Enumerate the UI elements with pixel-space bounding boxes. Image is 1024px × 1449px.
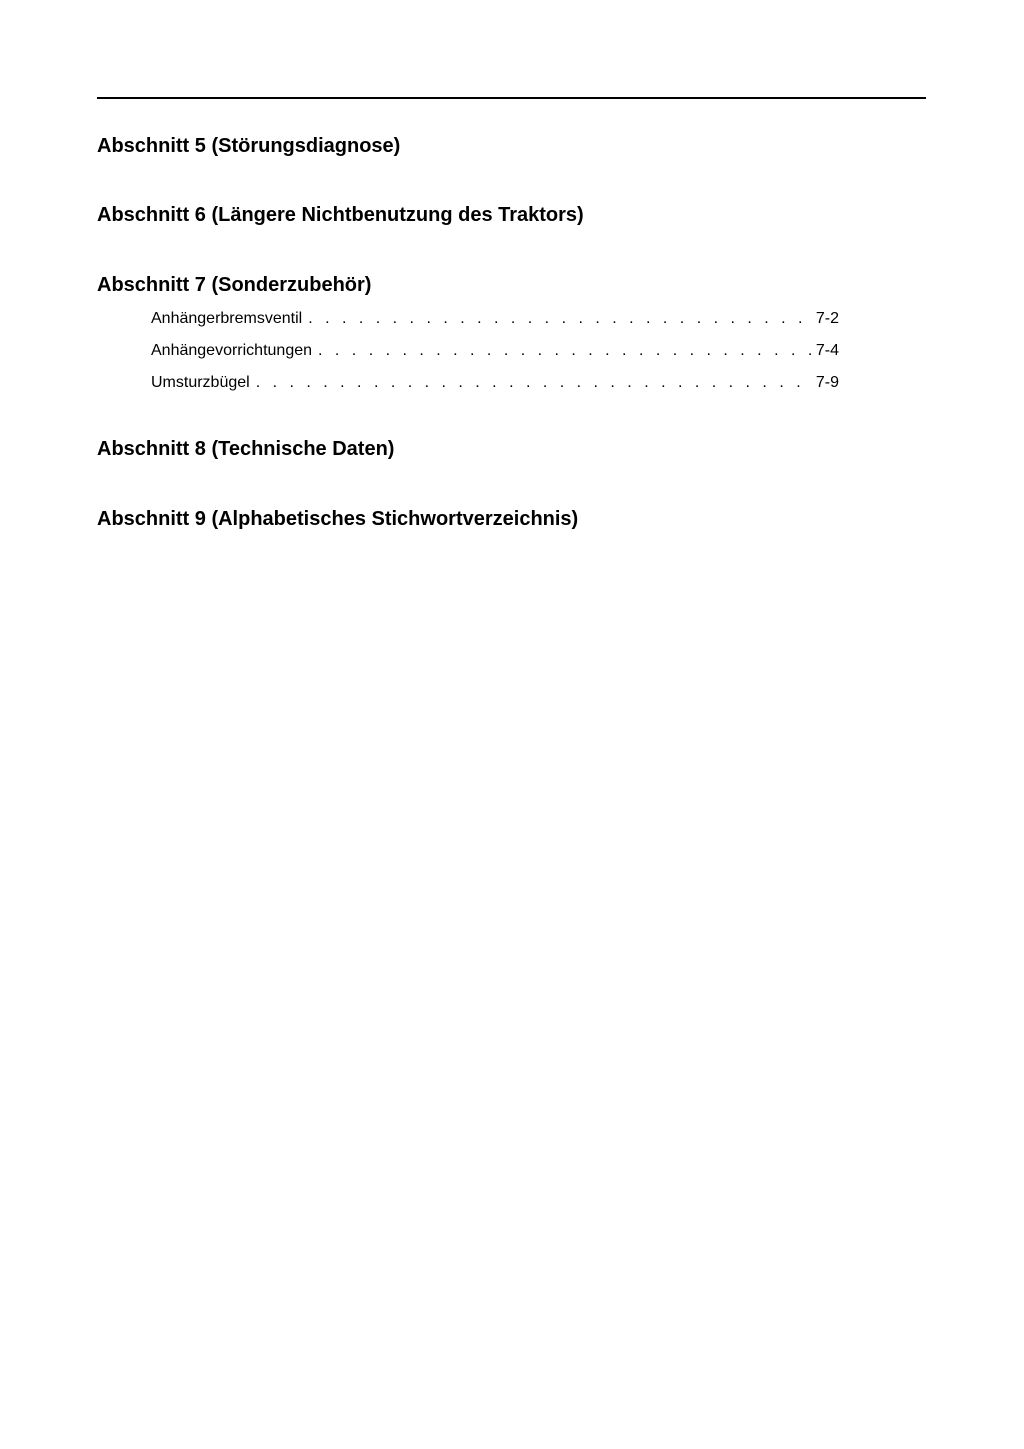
section-7-title[interactable]: Abschnitt 7 (Sonderzubehör) <box>97 274 372 296</box>
dot-leader <box>308 308 812 330</box>
section-7-toc-list <box>151 308 839 404</box>
section-8-title[interactable]: Abschnitt 8 (Technische Daten) <box>97 438 395 460</box>
toc-entry-anhaengerbremsventil[interactable] <box>151 308 839 340</box>
section-9-title[interactable]: Abschnitt 9 (Alphabetisches Stichwortverzeichnis) <box>97 508 579 530</box>
dot-leader <box>318 340 812 362</box>
toc-entry-umsturzbuegel[interactable] <box>151 372 839 404</box>
section-5-title[interactable]: Abschnitt 5 (Störungsdiagnose) <box>97 135 401 157</box>
section-6-title[interactable]: Abschnitt 6 (Längere Nichtbenutzung des Traktors) <box>97 204 584 226</box>
dot-leader <box>256 372 812 394</box>
toc-entry-label: Anhängerbremsventil <box>151 310 303 327</box>
toc-entry-label: Anhängevorrichtungen <box>151 342 313 359</box>
toc-entry-label: Umsturzbügel <box>151 374 250 391</box>
toc-entry-anhaengevorrichtungen[interactable] <box>151 340 839 372</box>
toc-entry-page: 7-2 <box>815 310 839 327</box>
toc-entry-page: 7-4 <box>815 342 839 359</box>
header-rule <box>97 97 926 99</box>
toc-entry-page: 7-9 <box>815 374 839 391</box>
